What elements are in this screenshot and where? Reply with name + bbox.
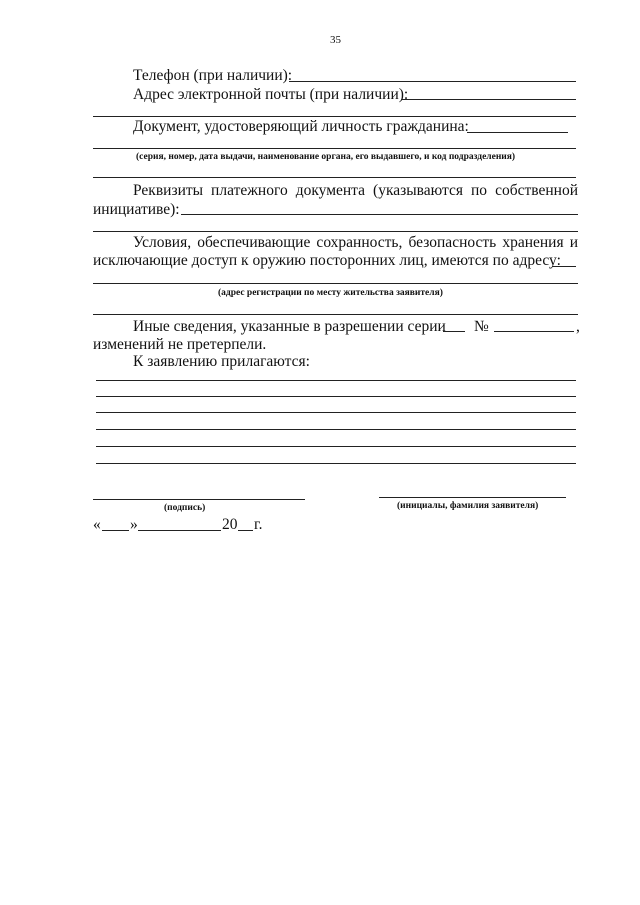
id-doc-field-line3[interactable] bbox=[93, 177, 576, 178]
payment-field[interactable] bbox=[181, 214, 578, 215]
phone-label: Телефон (при наличии): bbox=[133, 67, 293, 84]
signature-hint: (подпись) bbox=[164, 503, 206, 513]
email-label: Адрес электронной почты (при наличии): bbox=[133, 86, 409, 103]
initials-hint: (инициалы, фамилия заявителя) bbox=[397, 501, 539, 511]
storage-line2: исключающие доступ к оружию посторонних лиц, имеются по адресу: bbox=[93, 252, 561, 269]
attachments-label: К заявлению прилагаются: bbox=[133, 353, 310, 370]
permit-number-field[interactable] bbox=[494, 331, 574, 332]
date-year-suffix: г. bbox=[254, 516, 263, 533]
page-number: 35 bbox=[330, 34, 341, 46]
storage-address-line3[interactable] bbox=[93, 314, 578, 315]
attachments-line-5[interactable] bbox=[96, 446, 576, 447]
date-month-field[interactable] bbox=[138, 530, 221, 531]
number-sign: № bbox=[474, 318, 489, 335]
date-day-field[interactable] bbox=[102, 530, 129, 531]
attachments-line-4[interactable] bbox=[96, 429, 576, 430]
payment-line2: инициативе): bbox=[93, 201, 180, 218]
comma: , bbox=[576, 318, 580, 335]
id-doc-hint: (серия, номер, дата выдачи, наименование органа, его выдавшего, и код подразделения) bbox=[136, 152, 516, 162]
storage-address-field[interactable] bbox=[552, 266, 576, 267]
attachments-line-6[interactable] bbox=[96, 463, 576, 464]
attachments-line-2[interactable] bbox=[96, 396, 576, 397]
other-line1-text: Иные сведения, указанные в разрешении серии bbox=[133, 318, 446, 335]
storage-address-line2[interactable] bbox=[93, 283, 578, 284]
date-close-quote: » bbox=[130, 516, 138, 533]
payment-line1: Реквизиты платежного документа (указываются по собственной bbox=[133, 182, 578, 199]
payment-field-line2[interactable] bbox=[93, 231, 578, 232]
other-line2: изменений не претерпели. bbox=[93, 336, 267, 353]
email-field[interactable] bbox=[401, 99, 576, 100]
attachments-line-1[interactable] bbox=[96, 380, 576, 381]
id-doc-field[interactable] bbox=[467, 132, 568, 133]
attachments-line-3[interactable] bbox=[96, 412, 576, 413]
signature-field[interactable] bbox=[93, 499, 305, 500]
storage-line1: Условия, обеспечивающие сохранность, безопасность хранения и bbox=[133, 234, 578, 251]
phone-field[interactable] bbox=[289, 81, 576, 82]
address-hint: (адрес регистрации по месту жительства заявителя) bbox=[218, 288, 443, 298]
initials-field[interactable] bbox=[379, 497, 566, 498]
date-year-prefix: 20 bbox=[222, 516, 238, 533]
date-year-field[interactable] bbox=[238, 530, 253, 531]
id-doc-label: Документ, удостоверяющий личность гражданина: bbox=[133, 118, 469, 135]
id-doc-field-line2[interactable] bbox=[93, 148, 576, 149]
permit-series-field[interactable] bbox=[443, 331, 465, 332]
date-open-quote: « bbox=[93, 516, 101, 533]
email-field-continuation[interactable] bbox=[93, 116, 576, 117]
